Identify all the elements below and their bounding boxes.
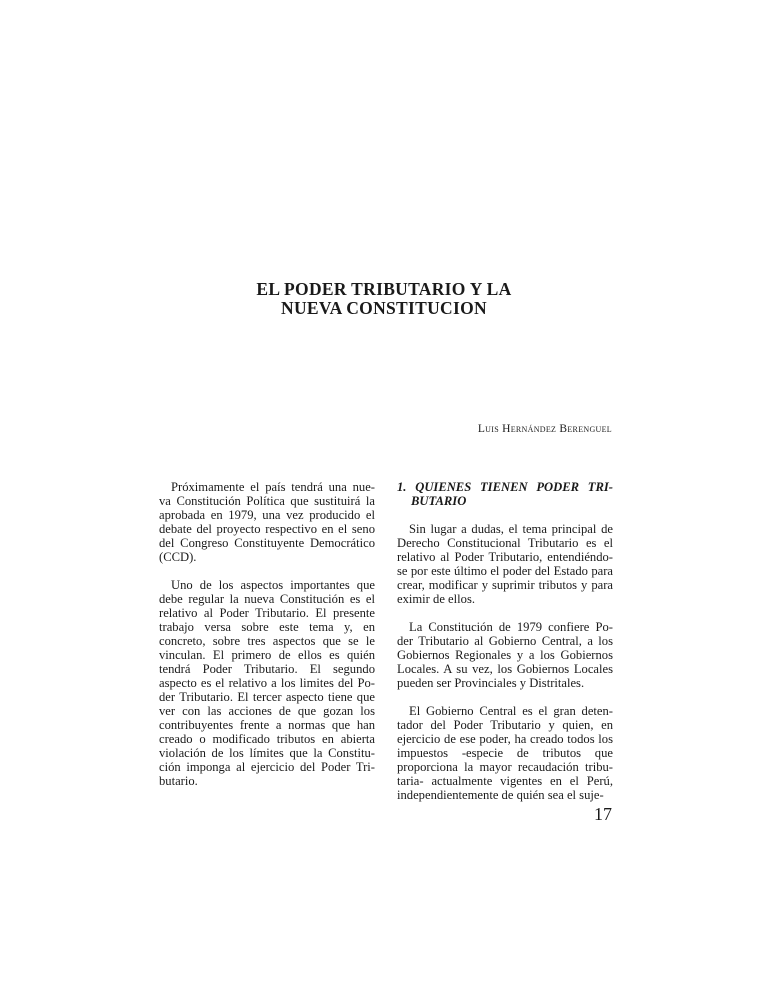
text-line: El Gobierno Central es el gran deten- (409, 704, 613, 718)
text-line: Sin lugar a dudas, el tema principal de (409, 522, 613, 536)
text-line: trabajo versa sobre este tema y, en (159, 620, 375, 634)
page-number: 17 (594, 804, 612, 824)
text-line: ejercicio de ese poder, ha creado todos los (397, 732, 613, 746)
heading-line: 1. QUIENES TIENEN PODER TRI- (397, 480, 613, 494)
paragraph (397, 522, 613, 606)
right-column-body (397, 522, 613, 802)
paragraph (397, 704, 613, 802)
paragraph (159, 578, 375, 788)
text-line: independientemente de quién sea el suje- (397, 788, 604, 802)
text-line: tador del Poder Tributario y quien, en (397, 718, 613, 732)
text-line: taria- actualmente vigentes en el Perú, (397, 774, 613, 788)
text-line: butario. (159, 774, 198, 788)
text-line: debe regular la nueva Constitución es el (159, 592, 375, 606)
text-line: Próximamente el país tendrá una nue- (171, 480, 375, 494)
text-line: del Congreso Constituyente Democrático (159, 536, 375, 550)
text-line: proporciona la mayor recaudación tribu- (397, 760, 613, 774)
text-line: eximir de ellos. (397, 592, 475, 606)
text-line: Derecho Constitucional Tributario es el (397, 536, 613, 550)
text-line: Uno de los aspectos importantes que (171, 578, 375, 592)
text-line: vinculan. El primero de ellos es quién (159, 648, 375, 662)
text-line: impuestos -especie de tributos que (397, 746, 613, 760)
text-line: contribuyentes frente a normas que han (159, 718, 375, 732)
text-line: Locales. A su vez, los Gobiernos Locales (397, 662, 613, 676)
left-column (159, 480, 375, 802)
text-line: se por este último el poder del Estado para (397, 564, 613, 578)
text-line: (CCD). (159, 550, 197, 564)
title-line: EL PODER TRIBUTARIO Y LA (256, 279, 512, 299)
text-line: der Tributario al Gobierno Central, a los (397, 634, 613, 648)
author-name: Luis Hernández Berenguel (477, 423, 612, 435)
text-line: La Constitución de 1979 confiere Po- (409, 620, 613, 634)
section-heading (397, 480, 613, 508)
text-line: aprobada en 1979, una vez producido el (159, 508, 375, 522)
text-line: ción imponga al ejercicio del Poder Tri- (159, 760, 375, 774)
text-line: debate del proyecto respectivo en el seno (159, 522, 375, 536)
text-line: va Constitución Política que sustituirá la (159, 494, 375, 508)
text-line: creado o modificado tributos en abierta (159, 732, 375, 746)
text-line: concreto, sobre tres aspectos que se le (159, 634, 375, 648)
text-line: violación de los límites que la Constitu- (159, 746, 375, 760)
text-line: der Tributario. El tercer aspecto tiene que (159, 690, 375, 704)
paragraph (159, 480, 375, 564)
heading-line: BUTARIO (411, 494, 467, 508)
right-column (397, 480, 613, 816)
text-line: crear, modificar y suprimir tributos y para (397, 578, 613, 592)
title-line: NUEVA CONSTITUCION (281, 298, 487, 318)
paragraph (397, 620, 613, 690)
text-line: relativo al Poder Tributario, entendiéndo- (397, 550, 613, 564)
article-title (0, 280, 768, 318)
text-line: pueden ser Provinciales y Distritales. (397, 676, 585, 690)
text-line: relativo al Poder Tributario. El presente (159, 606, 375, 620)
text-line: tendrá Poder Tributario. El segundo (159, 662, 375, 676)
text-line: Gobiernos Regionales y a los Gobiernos (397, 648, 613, 662)
text-line: aspecto es el relativo a los limites del Po- (159, 676, 375, 690)
text-line: ver con las acciones de que gozan los (159, 704, 375, 718)
